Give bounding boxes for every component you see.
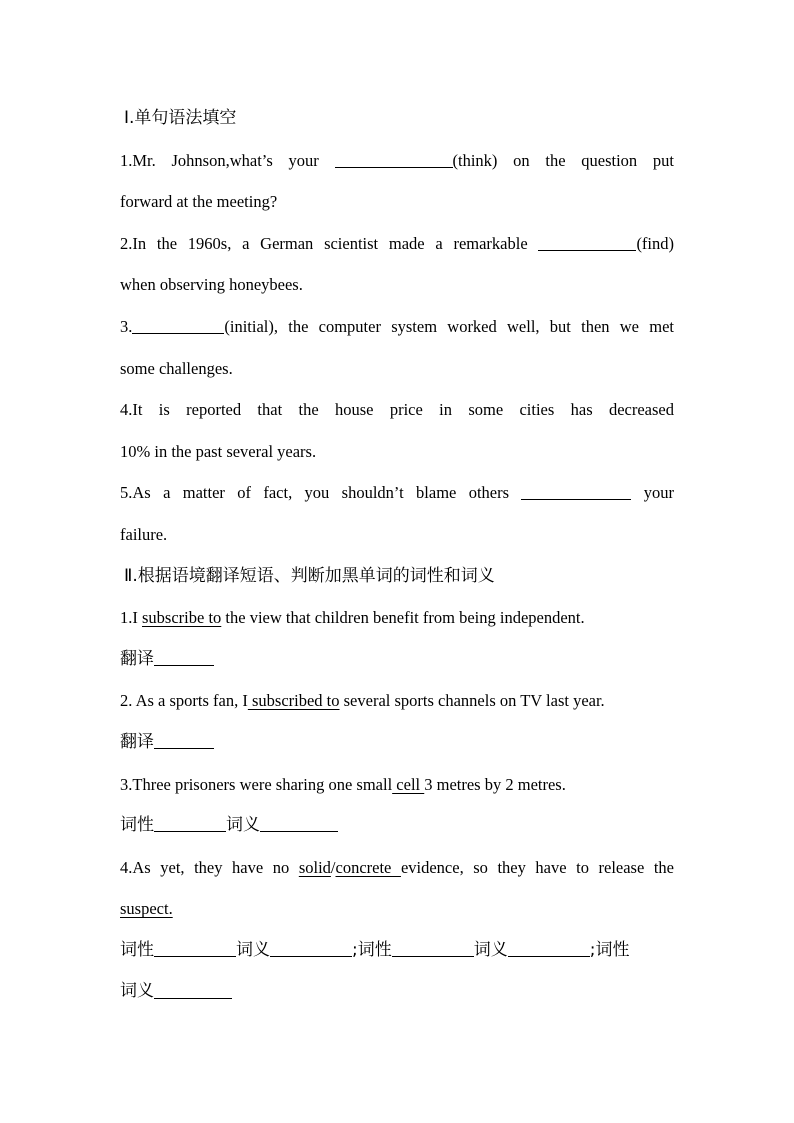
- sentence-text: 2. As a sports fan, I: [120, 691, 248, 711]
- question-3-number: 3.: [120, 316, 133, 336]
- question-5-line-1: [120, 472, 674, 514]
- answer-blank[interactable]: [154, 647, 214, 666]
- sentence-text: evidence, so they have to release the: [400, 857, 674, 877]
- question-2-hint: (find): [636, 233, 674, 253]
- question-1-line-1: [120, 140, 674, 182]
- highlighted-term: cell: [392, 774, 425, 794]
- translate-label: 翻译: [120, 731, 154, 752]
- answer-blank[interactable]: [154, 813, 226, 832]
- answer-blank[interactable]: [508, 938, 590, 957]
- translate-2-answer: [120, 722, 674, 764]
- section-2-heading: Ⅱ.根据语境翻译短语、判断加黑单词的词性和词义: [124, 565, 495, 586]
- translate-label: 翻译: [120, 648, 154, 669]
- highlighted-term: suspect.: [120, 899, 173, 919]
- question-4-line-2: 10% in the past several years.: [120, 441, 317, 461]
- answer-blank[interactable]: [335, 149, 453, 167]
- question-5-line-2: failure.: [120, 524, 168, 544]
- question-2-text: 2.In the 1960s, a German scientist made a remarkable: [120, 233, 528, 253]
- answer-blank[interactable]: [132, 316, 224, 334]
- word-4-sentence-line-2: [120, 888, 674, 930]
- answer-blank[interactable]: [154, 730, 214, 749]
- pos-label: 词性: [120, 815, 154, 836]
- word-4-sentence: [120, 847, 674, 889]
- sentence-text: 3.Three prisoners were sharing one small: [120, 774, 393, 794]
- question-2-line-2: when observing honeybees.: [120, 275, 303, 295]
- answer-blank[interactable]: [154, 980, 232, 999]
- pos-label: 词性: [595, 939, 630, 960]
- highlighted-term: solid: [298, 857, 331, 877]
- answer-blank[interactable]: [154, 938, 236, 957]
- sentence-text: 4.As yet, they have no: [120, 857, 299, 877]
- sentence-text: 3 metres by 2 metres.: [424, 774, 566, 794]
- translate-2-sentence: [120, 680, 674, 722]
- question-1-text: 1.Mr. Johnson,what’s your: [120, 150, 319, 170]
- meaning-label: 词义: [236, 939, 270, 960]
- question-1-hint: (think) on the question put: [452, 150, 674, 170]
- answer-blank[interactable]: [392, 938, 474, 957]
- question-3-line-2: some challenges.: [120, 358, 233, 378]
- separator: /: [330, 857, 336, 877]
- question-5-tail: your: [643, 483, 674, 503]
- semicolon: ;: [352, 939, 358, 960]
- answer-blank[interactable]: [521, 482, 631, 500]
- translate-1-answer: [120, 639, 674, 681]
- question-2-line-1: [120, 223, 674, 265]
- pos-label: 词性: [120, 939, 154, 960]
- sentence-text: the view that children benefit from being independent.: [221, 608, 585, 628]
- sentence-text: 1.I: [120, 608, 142, 628]
- highlighted-term: concrete: [335, 857, 401, 877]
- worksheet: [120, 98, 674, 1013]
- question-5-text: 5.As a matter of fact, you shouldn’t blame others: [120, 483, 510, 503]
- semicolon: ;: [589, 939, 596, 960]
- sentence-text: several sports channels on TV last year.: [339, 691, 605, 711]
- answer-blank[interactable]: [538, 232, 636, 250]
- question-4-line-1: 4.It is reported that the house price in some cities has decreased: [120, 400, 674, 420]
- word-4-answer-line-2: [120, 971, 674, 1013]
- word-3-sentence: [120, 764, 674, 806]
- meaning-label: 词义: [226, 815, 260, 836]
- word-4-answer-line-1: [120, 930, 674, 972]
- question-3-line-1: [120, 306, 674, 348]
- word-3-answer: [120, 805, 674, 847]
- section-1-heading: Ⅰ.单句语法填空: [124, 108, 237, 128]
- translate-1-sentence: [120, 597, 674, 639]
- question-3-text: (initial), the computer system worked well, but then we met: [224, 316, 674, 336]
- answer-blank[interactable]: [270, 938, 352, 957]
- meaning-label: 词义: [120, 981, 154, 1002]
- meaning-label: 词义: [473, 939, 508, 960]
- answer-blank[interactable]: [260, 813, 338, 832]
- highlighted-term: subscribe to: [142, 608, 222, 628]
- question-1-line-2: forward at the meeting?: [120, 192, 278, 212]
- highlighted-term: subscribed to: [247, 691, 340, 711]
- pos-label: 词性: [357, 939, 392, 960]
